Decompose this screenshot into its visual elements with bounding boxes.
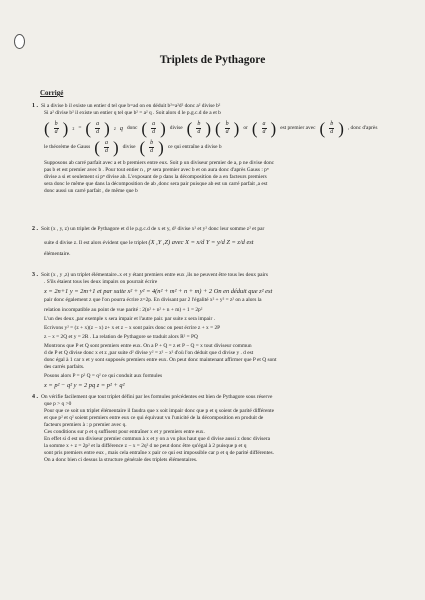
s3-line: des carrés parfaits.	[44, 364, 85, 370]
s3-line: L'un des deux ,par exemple x sera impair et l'autre pair. par suite z sera impair .	[44, 316, 215, 322]
s4-line: la somme x + z = 2p² et la différence z − x = 2q² d ne peut donc être qu'égal à 2 puisque p et q	[44, 443, 247, 449]
s1-eq-or: or	[243, 125, 248, 131]
s3-line: z − x = 2Q et y = 2R . La relation de Pythagore se traduit alors R² = PQ	[44, 334, 198, 340]
s3-line: Soit (x , y ,z) un triplet élémentaire..x et y étant premiers entre eux ,ils ne peuvent être tous les deux pairs	[41, 272, 268, 278]
section-4-number: 4 .	[32, 394, 38, 400]
s1-para-5: donc aussi un carré parfait , de même que b	[44, 188, 138, 194]
s4-line: Pour que ce soit un triplet élémentaire il faudra que x soit impair donc que p et q soient de parité différente	[44, 408, 274, 414]
section-2-number: 2 .	[32, 226, 38, 232]
s1-gauss: le théorème de Gauss ( $\frac{a}{d}$ ) divise ( $\frac{b}{d}$ ) ce qui entraîne a divise b	[44, 138, 222, 157]
section-2	[32, 226, 404, 258]
s3-line: d de P et Q divise donc x et z ,par suite d² divise y² = z² − x² d'où l'on déduit que d divise y . d est	[44, 350, 254, 356]
section-4	[32, 394, 404, 464]
section-1	[32, 103, 404, 195]
section-1-number: 1 .	[32, 103, 38, 109]
s1-eq-divise: divise	[169, 125, 183, 131]
binder-hole	[14, 34, 25, 49]
s3-line: Posons alors P = p² Q = q² ce qui conduit aux formules	[44, 373, 163, 379]
s3-line: pair donc également z que l'on pourra écrire z=2p. En divisant par 2 l'égalité x² + y² = z² on a alors la	[44, 297, 262, 303]
s3-line: Ecrivons y² = (z + x)(z − x) z+ x et z − x sont pairs donc on peut écrire z + x = 2P	[44, 325, 221, 331]
s4-line: et que p² et q² soient premiers entre eux ce qui équivaut vu l'unicité de la décomposition en produit de	[44, 415, 264, 421]
s1-para-4: sera donc le même que dans la décomposition de ab ,donc sera pair puisque ab est un carré parfait ,a est	[44, 181, 268, 187]
s4-line: On vérifie facilement que tout triplet défini par les formules précédentes est bien de Pythagore sous réserve	[41, 394, 273, 400]
s4-line: En effet si d est un diviseur premier commun à x et y on a vu plus haut que d divise aussi z donc divisera	[44, 436, 270, 442]
s1-gauss-divise: divise	[122, 144, 136, 150]
section-3	[32, 272, 404, 389]
page-title: Triplets de Pythagore	[159, 54, 266, 66]
s1-eq-donc: donc	[126, 125, 138, 131]
s1-para-2: pas b et est premier avec b . Pour tout entier n , pⁿ sera premier avec b et on aura donc d'après Gauss : pⁿ	[44, 167, 269, 173]
s2-line-1: Soit (x , y, z) un triplet de Pythagore et d le p.g.c.d de x et y, d² divise x² et y² donc leur somme z² et par	[41, 226, 265, 232]
s2-line-3: élémentaire.	[44, 251, 71, 257]
s4-line: que p > q >0	[44, 401, 72, 407]
s3-line: x = p² − q² y = 2 pq z = p² + q²	[44, 382, 125, 389]
s4-line: facteurs premiers à : p premier avec q.	[44, 422, 127, 428]
s4-line: Ces conditions sur p et q suffisent pour entraîner x et y premiers entre eux.	[44, 429, 205, 435]
s3-line: donc égal à 1 car x et y sont supposés premiers entre eux. On peut donc maintenant affirmer que P et Q sont	[44, 357, 277, 363]
s3-line: relation incompatible au point de vue parité : 2(n² + n² + n + m) + 1 = 2p²	[44, 307, 203, 313]
s3-line: Montrons que P et Q sont premiers entre eux. On a P + Q = z et P − Q = x tout diviseur commun	[44, 343, 252, 349]
s1-gauss-label: le théorème de Gauss	[44, 144, 91, 150]
s1-gauss-tail: ce qui entraîne a divise b	[167, 144, 222, 150]
s1-para-1: Supposons ab carré parfait avec a et b premiers entre eux. Soit p un diviseur premier de a, p ne divise donc	[44, 160, 275, 166]
s1-eq-premier: est premier avec	[280, 125, 316, 131]
s1-line-2: Si a² divise b² il existe un entier q tel que b² = a² q . Soit alors d le p.g.c.d de a et b	[44, 110, 221, 116]
s1-eq-tail: , donc d'après	[347, 125, 378, 131]
s3-line: . S'ils étaient tous les deux impairs on pourrait écrire	[44, 279, 158, 285]
s3-line: x = 2n+1 y = 2m+1 et par suite x² + y² = 4(n² + m² + n + m) + 2 On en déduit que z² est	[44, 288, 273, 295]
s4-line: On a donc bien ci dessus la structure générale des triplets élémentaires.	[44, 457, 198, 463]
s2-line-2a: suite d divise z. Il est alors évident que le triplet	[44, 240, 148, 246]
s4-line: sont pris premiers entre eux , mais cela entraîne x pair ce qui est impossible car p et q de parité différentes.	[44, 450, 274, 456]
section-heading-corrige: Corrigé	[40, 89, 64, 97]
s1-para-3: divise a si et seulement si pⁿ divise ab. L'exposant de p dans la décomposition de a en facteurs premiers	[44, 174, 267, 180]
section-3-number: 3 .	[32, 272, 38, 278]
s2-line-2b: (X ,Y ,Z) avec X = x/d Y = y/d Z = z/d est	[148, 239, 254, 246]
s1-equation: ( $\frac{b}{d}$ ) 2 = ( $\frac{a}{d}$ ) 2 q donc ( $\frac{a}{d}$ ) divise ( $\frac{b}{d}$ ) ( $\frac{b}{d}$ ) or ( $\frac{a}{d}$ ) est premier avec ( $\frac{b}{d}$ ) , donc d'après	[44, 119, 378, 138]
s1-line-1: Si a divise b il existe un entier d tel que b=ad on en déduit b²=a²d² donc a² divise b²	[41, 103, 221, 109]
